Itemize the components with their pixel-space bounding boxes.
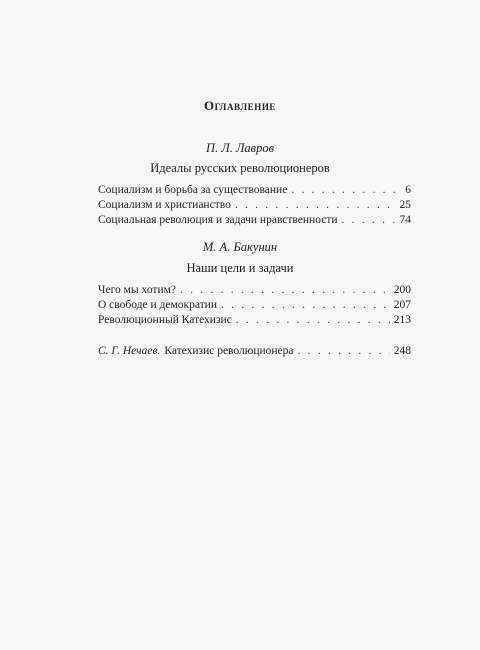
toc-entry [98, 298, 411, 312]
section-author-lavrov: П. Л. Лавров [205, 141, 275, 155]
dot-leader [221, 298, 390, 312]
toc-entry-title: Социализм и борьба за существование [98, 184, 288, 196]
section-author-bakunin: М. А. Бакунин [202, 240, 278, 254]
toc-entry-title: О свободе и демократии [98, 299, 217, 311]
toc-entry-title: Революционный Катехизис [98, 314, 232, 326]
dot-leader [342, 213, 396, 227]
toc-entry [98, 198, 411, 212]
dot-leader [180, 283, 390, 297]
dot-leader [236, 313, 390, 327]
toc-entry-page: 213 [393, 314, 411, 326]
dot-leader [291, 183, 401, 197]
section-title-bakunin: Наши цели и задачи [186, 261, 294, 275]
toc-entry [98, 183, 411, 197]
toc-entry-final [98, 344, 411, 358]
toc-entry-page: 200 [393, 284, 411, 296]
toc-entry [98, 283, 411, 297]
toc-entry-page: 74 [399, 214, 411, 226]
toc-entry-title: Катехизис революционера [164, 345, 294, 357]
toc-entry-page: 6 [405, 184, 411, 196]
toc-entry-title: Социализм и христианство [98, 199, 231, 211]
toc-entry-title: Чего мы хотим? [98, 284, 176, 296]
toc-heading: Оглавление [203, 98, 277, 113]
toc-entry-page: 207 [393, 299, 411, 311]
dot-leader [298, 344, 390, 358]
toc-entry-title: Социальная революция и задачи нравственности [98, 214, 338, 226]
dot-leader [235, 198, 396, 212]
toc-entry-author: С. Г. Нечаев. [98, 345, 161, 357]
toc-entry [98, 313, 411, 327]
section-title-lavrov: Идеалы русских революционеров [150, 161, 330, 175]
toc-entry-page: 248 [393, 345, 411, 357]
toc-entry [98, 213, 411, 227]
toc-entry-page: 25 [399, 199, 411, 211]
